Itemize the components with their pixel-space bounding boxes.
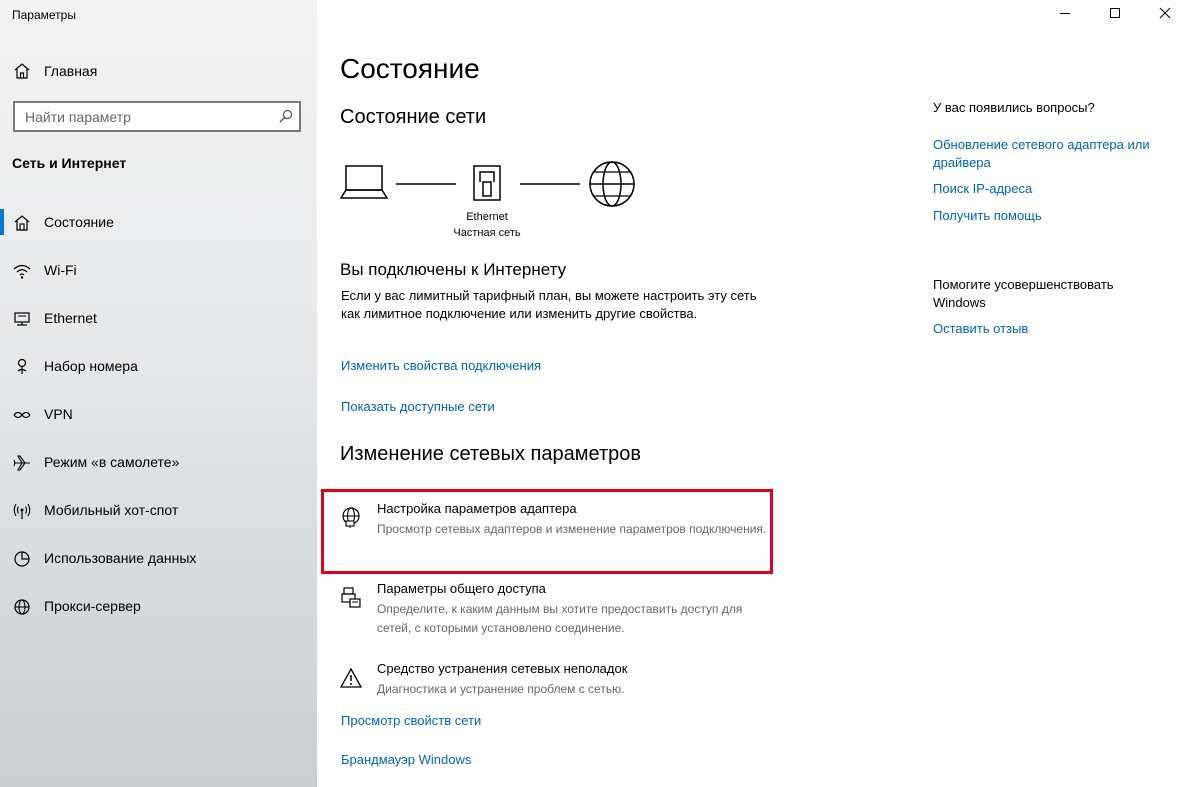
option-description: Просмотр сетевых адаптеров и изменение параметров подключения. (377, 522, 767, 536)
ethernet-icon (12, 309, 32, 329)
sidebar-item-vpn[interactable] (0, 396, 317, 444)
sharing-icon (340, 587, 362, 609)
laptop-icon (341, 166, 387, 198)
sharing-settings-option[interactable] (340, 581, 770, 641)
option-description: Определите, к каким данным вы хотите предоставить доступ для сетей, с которыми установлено соединение. (377, 602, 743, 635)
sidebar-item-dialup[interactable] (0, 348, 317, 396)
improve-windows-label: Помогите усовершенствовать Windows (933, 277, 1114, 310)
network-type-label: Частная сеть (453, 227, 521, 239)
change-settings-heading: Изменение сетевых параметров (340, 443, 641, 465)
home-status-icon (12, 213, 32, 233)
globe-icon (12, 597, 32, 617)
sidebar-item-label: Wi-Fi (44, 262, 77, 278)
option-title: Параметры общего доступа (377, 581, 546, 596)
update-adapter-driver-link[interactable]: Обновление сетевого адаптера или драйвера (933, 137, 1150, 170)
sidebar-item-airplane[interactable] (0, 444, 317, 492)
windows-firewall-link[interactable]: Брандмауэр Windows (341, 752, 472, 767)
home-icon (13, 62, 31, 80)
sidebar-item-status[interactable] (0, 204, 317, 252)
sidebar-item-label: Использование данных (44, 550, 197, 566)
sidebar-item-label: Состояние (44, 214, 114, 230)
sidebar-item-wifi[interactable] (0, 252, 317, 300)
find-ip-address-link[interactable]: Поиск IP-адреса (933, 181, 1033, 196)
sidebar-item-label: Режим «в самолете» (44, 454, 180, 470)
dialup-icon (12, 357, 32, 377)
sidebar-home-label: Главная (44, 63, 98, 79)
adapter-label: Ethernet (466, 211, 508, 223)
sidebar-item-hotspot[interactable] (0, 492, 317, 540)
internet-globe-icon (590, 162, 634, 206)
wifi-icon (12, 261, 32, 281)
search-box[interactable] (13, 101, 301, 132)
sidebar-nav (0, 204, 317, 636)
troubleshooter-option[interactable] (340, 661, 770, 721)
view-network-properties-link[interactable]: Просмотр свойств сети (341, 713, 482, 728)
option-title: Средство устранения сетевых неполадок (377, 661, 628, 676)
sidebar (0, 0, 317, 787)
network-status-heading: Состояние сети (340, 106, 487, 128)
help-questions-label: У вас появились вопросы? (933, 100, 1095, 115)
main-content (317, 0, 1190, 787)
get-help-link[interactable]: Получить помощь (933, 208, 1042, 223)
airplane-icon (12, 453, 32, 473)
sidebar-item-label: VPN (44, 406, 73, 422)
sidebar-home[interactable] (0, 58, 317, 84)
change-connection-properties-link[interactable]: Изменить свойства подключения (341, 358, 541, 373)
sidebar-item-data-usage[interactable] (0, 540, 317, 588)
sidebar-item-label: Мобильный хот-спот (44, 502, 179, 518)
search-input[interactable] (15, 103, 265, 130)
leave-feedback-link[interactable]: Оставить отзыв (933, 321, 1029, 336)
vpn-icon (12, 405, 32, 425)
show-available-networks-link[interactable]: Показать доступные сети (341, 399, 495, 414)
ethernet-port-icon (474, 166, 500, 200)
sidebar-item-label: Прокси-сервер (44, 598, 141, 614)
data-usage-icon (12, 549, 32, 569)
sidebar-item-ethernet[interactable] (0, 300, 317, 348)
option-description: Диагностика и устранение проблем с сетью. (377, 682, 625, 696)
sidebar-item-proxy[interactable] (0, 588, 317, 636)
option-title: Настройка параметров адаптера (377, 501, 577, 516)
highlight-box (321, 489, 773, 574)
connected-heading: Вы подключены к Интернету (340, 260, 567, 279)
app-title: Параметры (12, 8, 76, 22)
page-title: Состояние (340, 53, 480, 84)
search-icon[interactable] (279, 109, 293, 123)
sidebar-section-label: Сеть и Интернет (12, 155, 127, 171)
warning-icon (340, 667, 362, 689)
hotspot-icon (12, 501, 32, 521)
connected-description: Если у вас лимитный тарифный план, вы можете настроить эту сеть как лимитное подключение или изменить другие свойства. (341, 288, 757, 321)
sidebar-item-label: Ethernet (44, 310, 97, 326)
sidebar-item-label: Набор номера (44, 358, 138, 374)
